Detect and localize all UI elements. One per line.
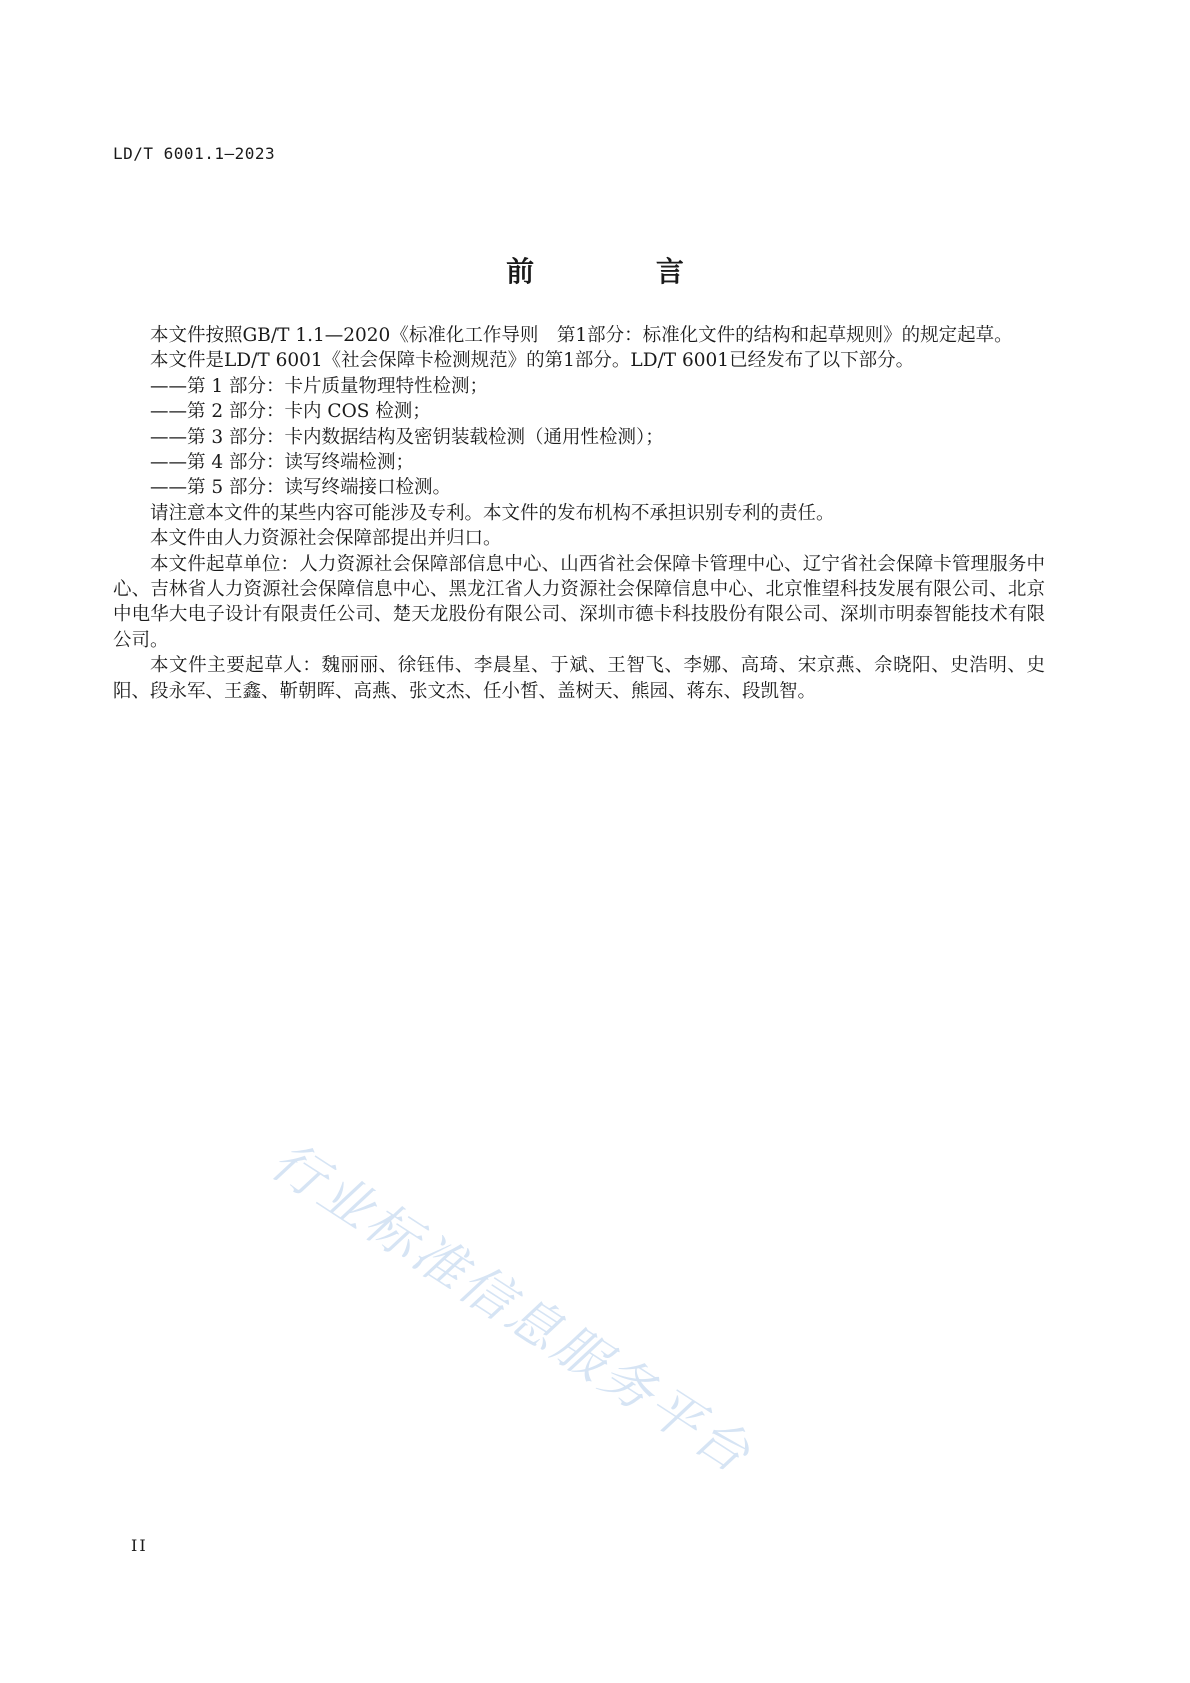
paragraph-patent-notice: 请注意本文件的某些内容可能涉及专利。本文件的发布机构不承担识别专利的责任。 [150, 502, 835, 524]
paragraph-proposer: 本文件由人力资源社会保障部提出并归口。 [150, 528, 502, 550]
page-title: 前 言 [506, 255, 740, 288]
list-item-part-1: ——第 1 部分：卡片质量物理特性检测； [150, 375, 489, 397]
list-item-part-3: ——第 3 部分：卡内数据结构及密钥装载检测（通用性检测）； [150, 426, 664, 448]
paragraph-drafters: 本文件主要起草人：魏丽丽、徐钰伟、李晨星、于斌、王智飞、李娜、高琦、宋京燕、佘晓阳、史浩明、史阳、段永军、王鑫、靳朝晖、高燕、张文杰、任小皙、盖树天、熊园、蒋东、段凯智。 [113, 655, 1045, 702]
watermark: 行业标准信息服务平台 [260, 1130, 763, 1487]
paragraph-series-intro: 本文件是LD/T 6001《社会保障卡检测规范》的第1部分。LD/T 6001已经发布了以下部分。 [150, 350, 915, 372]
list-item-part-2: ——第 2 部分：卡内 COS 检测； [150, 401, 431, 423]
list-item-part-4: ——第 4 部分：读写终端检测； [150, 452, 415, 474]
document-code: LD/T 6001.1—2023 [113, 144, 276, 163]
foreword-body [113, 323, 1045, 704]
paragraph-drafting-basis: 本文件按照GB/T 1.1—2020《标准化工作导则 第1部分：标准化文件的结构和起草规则》的规定起草。 [150, 325, 1013, 346]
list-item-part-5: ——第 5 部分：读写终端接口检测。 [150, 477, 452, 499]
paragraph-drafting-units: 本文件起草单位：人力资源社会保障部信息中心、山西省社会保障卡管理中心、辽宁省社会保障卡管理服务中心、吉林省人力资源社会保障信息中心、黑龙江省人力资源社会保障信息中心、北京惟望科技发展有限公司、北京中电华大电子设计有限责任公司、楚天龙股份有限公司、深圳市德卡科技股份有限公司、深圳市明泰智能技术有限公司。 [113, 553, 1045, 651]
page-number: II [131, 1536, 148, 1555]
